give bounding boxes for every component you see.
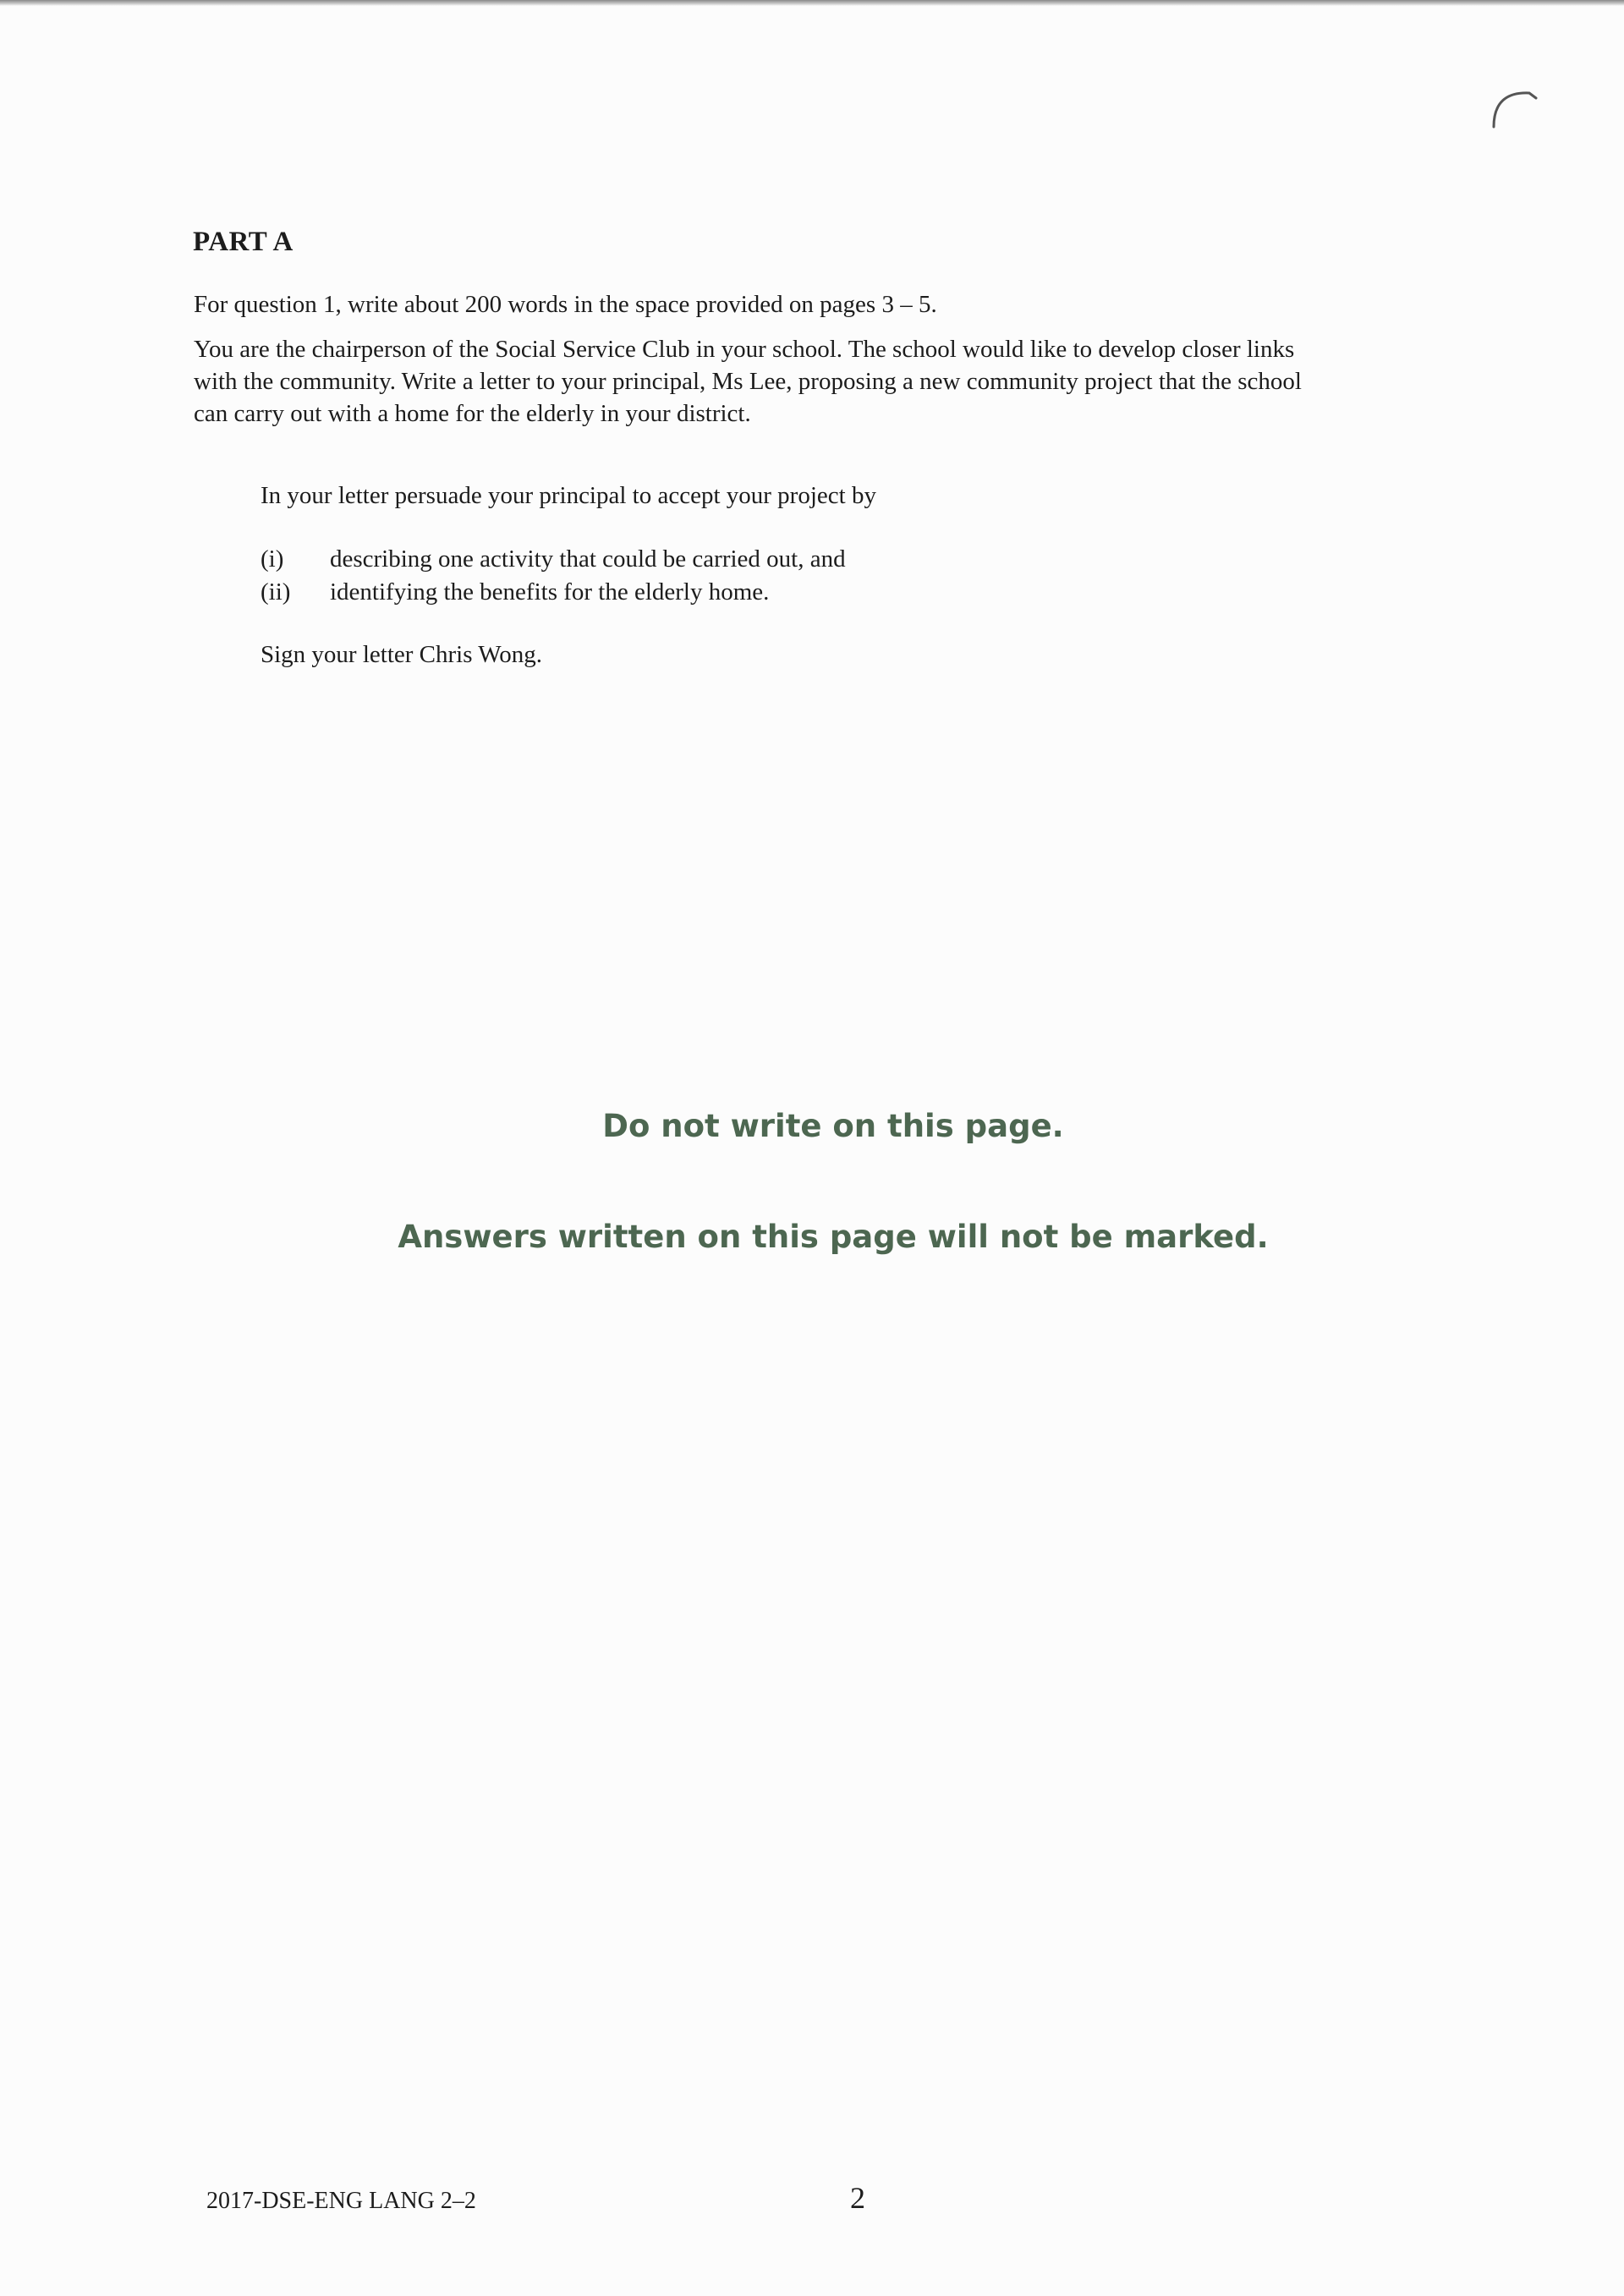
task-line: can carry out with a home for the elderly in your district. xyxy=(194,400,751,427)
exam-paper-code: 2017-DSE-ENG LANG 2–2 xyxy=(206,2188,476,2214)
punch-hole-mark xyxy=(1487,86,1546,145)
task-line: You are the chairperson of the Social Service Club in your school. The school would like to develop closer links xyxy=(194,336,1295,363)
task-line: with the community. Write a letter to your principal, Ms Lee, proposing a new community project that the school xyxy=(194,368,1302,395)
list-item xyxy=(261,543,846,576)
do-not-write-notice: Do not write on this page. xyxy=(602,1108,1064,1144)
list-item-text: describing one activity that could be carried out, and xyxy=(330,545,846,573)
persuade-intro: In your letter persuade your principal to accept your project by xyxy=(261,482,876,509)
task-description xyxy=(194,333,1437,430)
question-instruction: For question 1, write about 200 words in the space provided on pages 3 – 5. xyxy=(194,291,937,318)
list-item xyxy=(261,576,846,609)
sign-instruction: Sign your letter Chris Wong. xyxy=(261,641,543,668)
list-item-text: identifying the benefits for the elderly home. xyxy=(330,578,770,606)
points-list xyxy=(261,543,846,609)
list-item-number: (ii) xyxy=(261,578,291,606)
part-title: PART A xyxy=(193,227,294,257)
page-number: 2 xyxy=(850,2181,865,2215)
not-marked-notice: Answers written on this page will not be marked. xyxy=(398,1219,1269,1255)
scan-top-edge xyxy=(0,0,1624,6)
list-item-number: (i) xyxy=(261,545,284,573)
